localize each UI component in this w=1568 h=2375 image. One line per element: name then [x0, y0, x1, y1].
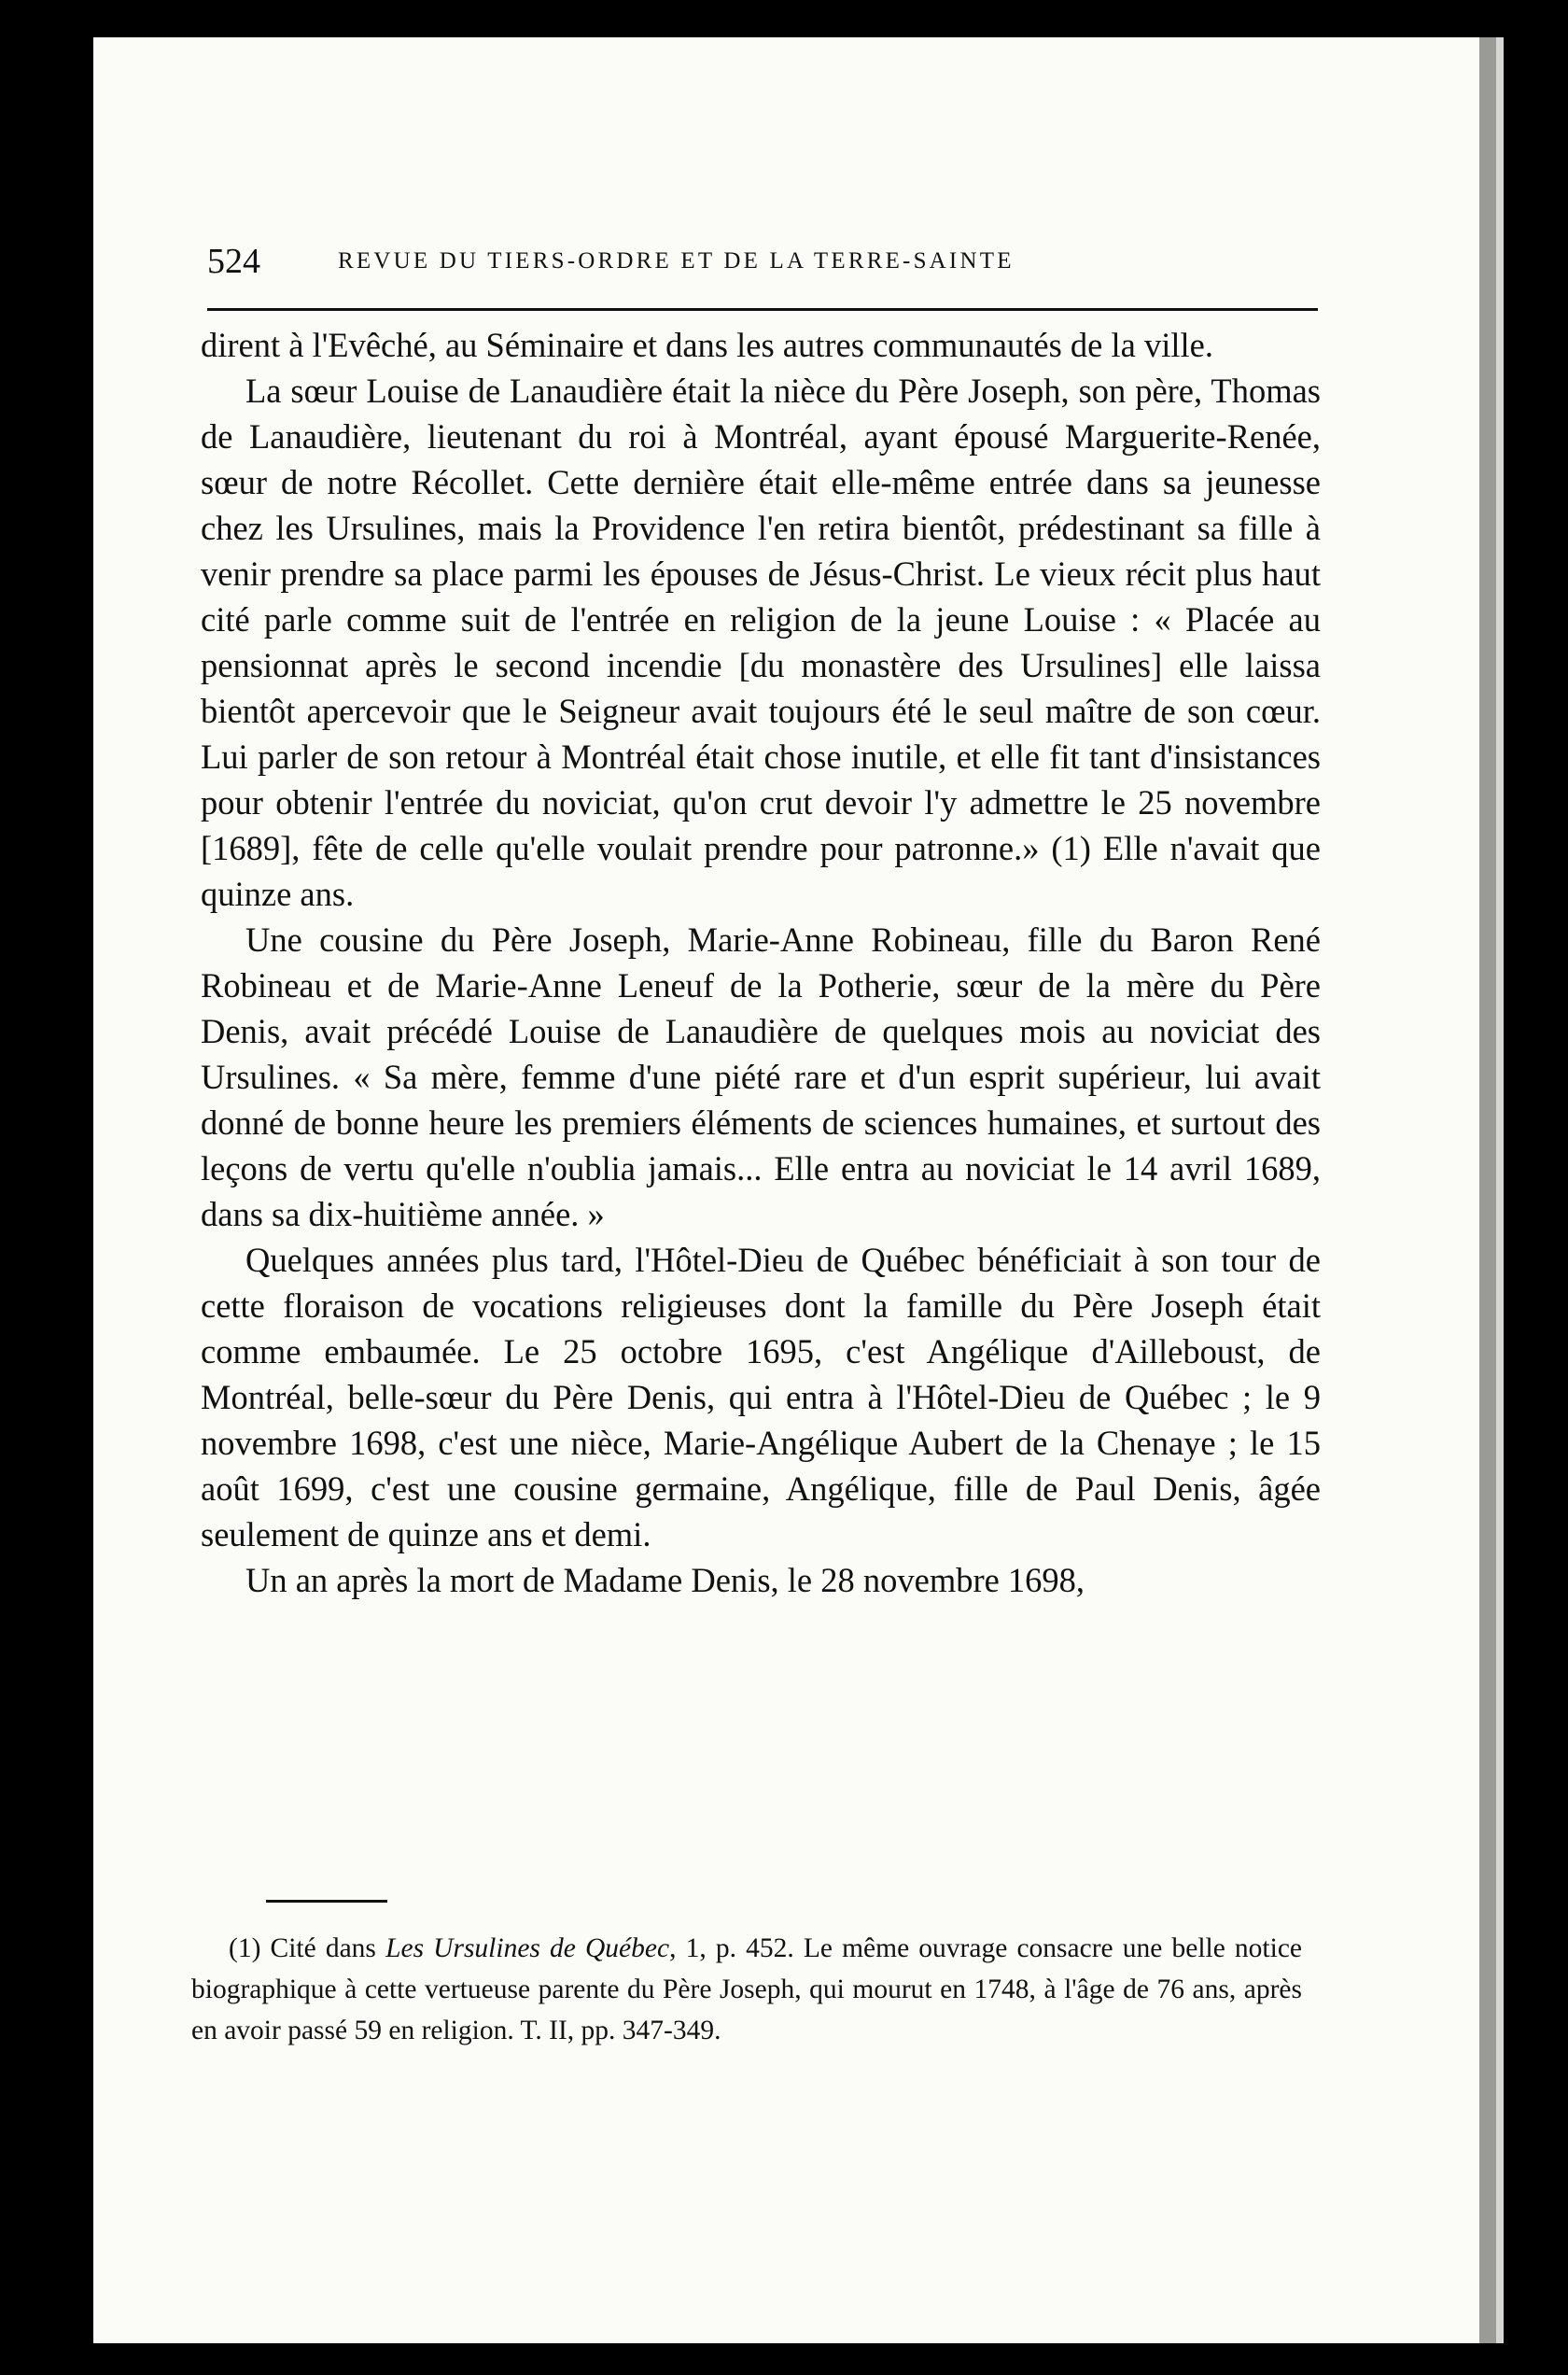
footnote-marker: (1): [229, 1933, 261, 1963]
footnote-rule: [266, 1900, 387, 1903]
paragraph: Quelques années plus tard, l'Hôtel-Dieu de Québec bénéficiait à son tour de cette floraison de vocations religieuses dont la famille du Père Joseph était comme embaumée. Le 25 octobre 1695, c'est Angélique d'Ailleboust, de Montréal, belle-sœur du Père Denis, qui entra à l'Hôtel-Dieu de Québec ; le 9 novembre 1698, c'est une nièce, Marie-Angélique Aubert de la Chenaye ; le 15 août 1699, c'est une cousine germaine, Angélique, fille de Paul Denis, âgée seulement de quinze ans et demi.: [201, 1241, 1321, 1553]
footnote: [191, 1928, 1302, 2051]
footnote-cited-title: Les Ursulines de Québec: [385, 1933, 670, 1963]
body-text: [201, 322, 1321, 1603]
running-title: REVUE DU TIERS-ORDRE ET DE LA TERRE-SAINTE: [338, 248, 1015, 274]
page-header: [207, 241, 1327, 288]
paragraph: Une cousine du Père Joseph, Marie-Anne Robineau, fille du Baron René Robineau et de Marie-Anne Leneuf de la Potherie, sœur de la mère du Père Denis, avait précédé Louise de Lanaudière de quelques mois au noviciat des Ursulines. « Sa mère, femme d'une piété rare et d'un esprit supérieur, lui avait donné de bonne heure les premiers éléments de sciences humaines, et surtout des leçons de vertu qu'elle n'oublia jamais... Elle entra au noviciat le 14 avril 1689, dans sa dix-huitième année. »: [201, 920, 1321, 1233]
footnote-text: , 1, p. 452. Le même ouvrage consacre une belle notice biographique à cette vertueuse parente du Père Joseph, qui mourut en 1748, à l'âge de 76 ans, après en avoir passé 59 en religion. T. II, pp. 347-349.: [191, 1933, 1303, 2045]
paragraph: Un an après la mort de Madame Denis, le 28 novembre 1698,: [245, 1561, 1085, 1599]
page-edge-shadow: [1479, 37, 1496, 2343]
paragraph-continuation: dirent à l'Evêché, au Séminaire et dans les autres communautés de la ville.: [201, 326, 1213, 364]
paragraph: La sœur Louise de Lanaudière était la nièce du Père Joseph, son père, Thomas de Lanaudière, lieutenant du roi à Montréal, ayant épousé Marguerite-Renée, sœur de notre Récollet. Cette dernière était elle-même entrée dans sa jeunesse chez les Ursulines, mais la Providence l'en retira bientôt, prédestinant sa fille à venir prendre sa place parmi les épouses de Jésus-Christ. Le vieux récit plus haut cité parle comme suit de l'entrée en religion de la jeune Louise : « Placée au pensionnat après le second incendie [du monastère des Ursulines] elle laissa bientôt apercevoir que le Seigneur avait toujours été le seul maître de son cœur. Lui parler de son retour à Montréal était chose inutile, et elle fit tant d'insistances pour obtenir l'entrée du noviciat, qu'on crut devoir l'y admettre le 25 novembre [1689], fête de celle qu'elle voulait prendre pour patronne.» (1) Elle n'avait que quinze ans.: [201, 372, 1321, 913]
page-number: 524: [207, 242, 260, 281]
page-edge-highlight: [1496, 37, 1504, 2343]
footnote-lead: Cité dans: [270, 1933, 376, 1963]
header-rule: [207, 308, 1318, 311]
